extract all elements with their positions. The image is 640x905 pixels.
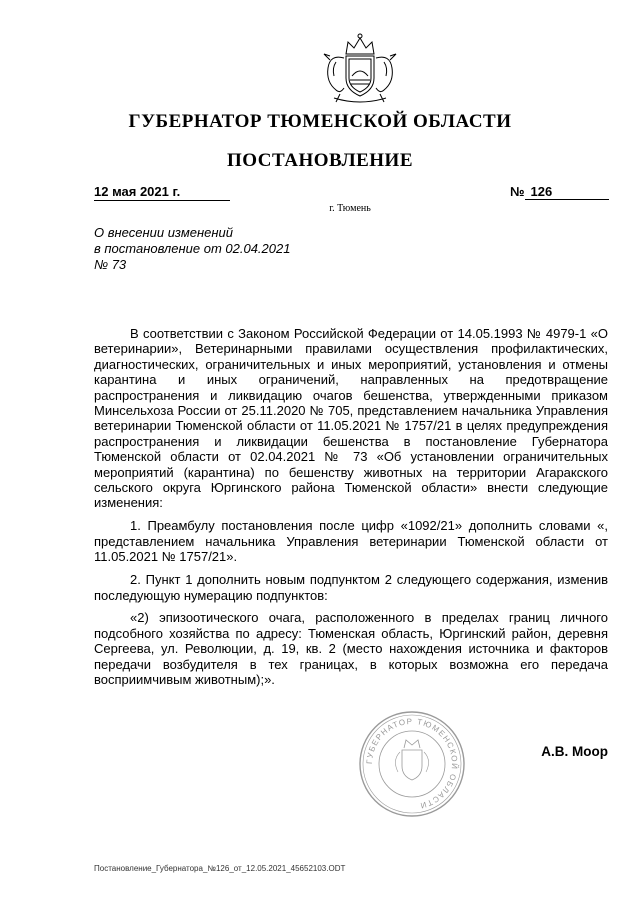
subject-line: в постановление от 02.04.2021 <box>94 241 291 256</box>
coat-of-arms-icon <box>316 28 404 108</box>
document-date: 12 мая 2021 г. <box>94 184 230 201</box>
body-paragraph: 2. Пункт 1 дополнить новым подпунктом 2 следующего содержания, изменив последующую нумерацию подпунктов: <box>94 572 608 603</box>
document-number-block <box>510 184 609 200</box>
subject-line: № 73 <box>94 257 127 272</box>
document-body <box>94 326 608 695</box>
file-name-footer: Постановление_Губернатора_№126_от_12.05.2021_45652103.ODT <box>94 864 346 873</box>
official-seal-icon <box>358 710 466 818</box>
seal-text: ГУБЕРНАТОР ТЮМЕНСКОЙ ОБЛАСТИ <box>364 716 460 811</box>
number-label: № <box>510 184 525 199</box>
document-type: ПОСТАНОВЛЕНИЕ <box>226 150 414 171</box>
signatory-name: А.В. Моор <box>541 744 608 759</box>
subject-line: О внесении изменений <box>94 225 233 240</box>
body-paragraph: 1. Преамбулу постановления после цифр «1092/21» дополнить словами «, представлением начальника Управления ветеринарии Тюменской области от 11.05.2021 № 1757/21». <box>94 518 608 565</box>
body-paragraph: «2) эпизоотического очага, расположенного в пределах границ личного подсобного хозяйства по адресу: Тюменская область, Юргинский район, деревня Сергеева, ул. Революции, д. 19, кв. 2 (место нахождения источника и факторов передачи возбудителя в тех границах, в которых возможна его передача восприимчивым животным);». <box>94 610 608 688</box>
document-subject <box>94 225 290 273</box>
body-paragraph: В соответствии с Законом Российской Федерации от 14.05.1993 № 4979-1 «О ветеринарии», Ветеринарными правилами осуществления профилактических, диагностических, ограничительных и иных мероприятий, установления и отмены карантина и иных ограничений, направленных на предотвращение распространения и ликвидацию очагов бешенства, утвержденными приказом Минсельхоза России от 25.11.2020 № 705, представлением начальника Управления ветеринарии Тюменской области от 11.05.2021 № 1757/21 в целях предупреждения распространения и ликвидации бешенства в постановление Губернатора Тюменской области от 02.04.2021 № 73 «Об установлении ограничительных мероприятий (карантина) по бешенству животных на территории Агаракского сельского округа Юргинского района Тюменской области» внести следующие изменения: <box>94 326 608 511</box>
document-number: 126 <box>525 184 609 200</box>
issuing-authority: ГУБЕРНАТОР ТЮМЕНСКОЙ ОБЛАСТИ <box>128 111 512 132</box>
city: г. Тюмень <box>329 203 371 214</box>
